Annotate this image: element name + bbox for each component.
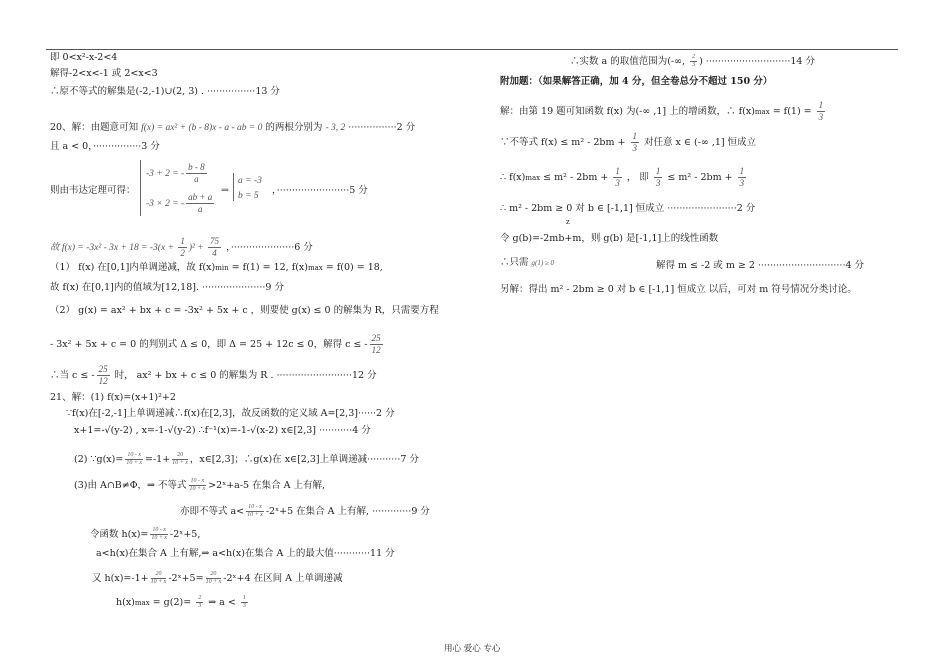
b1-den: 3 — [818, 112, 824, 122]
eqv-text-b: -2ˣ+5 在集合 A 上有解, ·············9 分 — [265, 506, 430, 517]
two3-num: 2 — [198, 595, 202, 601]
g-text-b: =-1+ — [145, 454, 171, 465]
vieta-score: ，························5 分 — [272, 185, 368, 196]
bonus-line2 — [500, 131, 756, 154]
eq2-num: ab + a — [188, 192, 213, 202]
range-text-a: ∴实数 a 的取值范围为(-∞, — [570, 56, 689, 67]
bonus-line6-lead — [500, 257, 554, 269]
bonus-line4: ∴ m² - 2bm ≥ 0 对 b ∈ [-1,1] 恒成立 ·······················2 分 — [500, 203, 756, 214]
b2-text-a: ∵不等式 f(x) ≤ m² - 2bm + — [500, 137, 629, 148]
b3-num2: 1 — [655, 166, 661, 176]
b3-num3: 1 — [739, 166, 745, 176]
b2-fraction — [631, 131, 640, 154]
g2-fraction — [172, 452, 188, 467]
hd-fraction2 — [206, 571, 222, 586]
eq1-num: b - 8 — [188, 162, 205, 172]
q21-part3 — [74, 478, 325, 493]
hmax-text-c: ⇒ a < — [205, 597, 239, 608]
system-brace — [140, 160, 142, 216]
b6-condition: g(1) ≥ 0 — [531, 259, 555, 267]
g2-num: 20 — [172, 452, 188, 460]
p1-text-c: = f(0) = 18, — [322, 262, 383, 273]
half-num: 1 — [180, 236, 185, 246]
line-solve: 解得-2<x<-1 或 2<x<3 — [50, 68, 158, 79]
q20-conclusion — [50, 364, 377, 387]
q20-range: 故 f(x) 在[0,1]内的值域为[12,18]. ·····················9 分 — [50, 282, 284, 293]
q21-final-range — [570, 54, 815, 69]
b1-num: 1 — [818, 100, 824, 110]
b6-text-a: ∴只需 — [500, 257, 529, 268]
page-footer: 用心 爱心 专心 — [444, 644, 501, 654]
g-den: 10 + x — [126, 460, 143, 466]
q20-discriminant — [50, 333, 385, 356]
q21-part1: 21、解：(1) f(x)=(x+1)²+2 — [50, 392, 176, 403]
eq1-lhs: -3 + 2 = - — [146, 169, 185, 179]
b2-den: 3 — [632, 143, 638, 153]
b1-max-sub: max — [754, 108, 770, 116]
f75-num: 75 — [210, 236, 220, 246]
range-num: 2 — [692, 54, 696, 60]
h-text-b: -2ˣ+5, — [170, 529, 201, 540]
p1-text-a: （1） f(x) 在[0,1]内单调递减，故 f(x) — [50, 262, 216, 273]
q20-equation: f(x) = ax² + (b - 8)x - a - ab = 0 — [141, 123, 263, 133]
hd-fraction1 — [151, 571, 167, 586]
range-text-b: ) ····························14 分 — [699, 56, 815, 67]
g-text-c: ，x∈[2,3]；∴g(x)在 x∈[2,3]上单调递减···········7 分 — [189, 454, 419, 465]
hd2-den: 10 + x — [205, 579, 222, 585]
f25b-fraction — [97, 364, 110, 387]
half-fraction — [178, 236, 187, 259]
b2-num: 1 — [632, 131, 638, 141]
eq1-den: a — [194, 174, 199, 184]
concl-text-b: 时， ax² + bx + c ≤ 0 的解集为 R . ·························12 分 — [111, 370, 377, 381]
fx-part1: 故 f(x) = -3x² - 3x + 18 = -3(x + — [50, 243, 177, 253]
p1-max-sub: max — [307, 264, 323, 272]
q20-fx — [50, 236, 313, 259]
system-eq1 — [146, 162, 209, 185]
f25-den: 12 — [371, 345, 381, 355]
b3-max-sub: max — [525, 174, 541, 182]
q21-h-max — [116, 595, 250, 610]
b1-fraction — [817, 100, 826, 123]
p3-num: 10 - x — [190, 478, 205, 484]
system-eq2 — [146, 192, 216, 215]
f25-fraction — [370, 333, 383, 356]
g2-den: 10 + x — [172, 460, 188, 466]
f25-num: 25 — [371, 333, 381, 343]
concl-text-a: ∴当 c ≤ - — [50, 370, 95, 381]
q21-h-def — [90, 527, 200, 542]
f25b-den: 12 — [98, 376, 108, 386]
q21-h-decreasing — [92, 571, 343, 586]
bonus-line6-result: 解得 m ≤ -2 或 m ≥ 2 ·····························4 分 — [656, 260, 865, 271]
bonus-line3 — [500, 166, 748, 189]
b3-den2: 3 — [655, 178, 661, 188]
hd1-num: 20 — [151, 571, 167, 579]
h-text-a: 令函数 h(x)= — [90, 529, 149, 540]
hd-text-b: -2ˣ+5= — [168, 573, 204, 584]
b3-den1: 3 — [615, 178, 620, 188]
p3-text-b: >2ˣ+a-5 在集合 A 上有解, — [208, 480, 326, 491]
eqv-fraction — [246, 504, 264, 519]
eq1-fraction — [186, 162, 207, 185]
q21-equivalent — [180, 504, 430, 519]
stray-mark: z — [566, 218, 570, 226]
b3-num1: 1 — [615, 166, 620, 176]
q20-roots: - 3, 2 — [325, 123, 346, 133]
eq2-lhs: -3 × 2 = - — [146, 199, 185, 209]
eq2-fraction — [186, 192, 214, 215]
f25b-num: 25 — [98, 364, 108, 374]
result-b: b = 5 — [238, 191, 259, 201]
p3-text-a: (3)由 A∩B≠Φ，⇒ 不等式 — [74, 480, 187, 491]
h-num: 10 - x — [152, 527, 167, 533]
h-fraction — [150, 527, 168, 542]
p1-text-b: = f(1) = 12, f(x) — [228, 262, 308, 273]
eqv-text-a: 亦即不等式 a< — [180, 506, 245, 517]
b3-fraction3 — [738, 166, 747, 189]
range-den: 3 — [692, 62, 696, 68]
q20-text: 20、解：由题意可知 — [50, 122, 139, 133]
g-text-a: (2) ∵g(x)= — [74, 454, 124, 465]
q20-intro — [50, 122, 415, 134]
eqv-num: 10 - x — [248, 504, 262, 510]
hd-text-c: -2ˣ+4 在区间 A 上单调递减 — [223, 573, 343, 584]
disc-text: - 3x² + 5x + c = 0 的判别式 Δ ≤ 0，即 Δ = 25 + 12c ≤ 0，解得 c ≤ - — [50, 339, 368, 350]
bonus-alt-solution: 另解：得出 m² - 2bm ≥ 0 对 b ∈ [-1,1] 恒成立 以后，可对 m 符号情况分类讨论。 — [500, 284, 857, 295]
line-inequality: 即 0<x²-x-2<4 — [50, 52, 118, 63]
b1-text-a: 解：由第 19 题可知函数 f(x) 为(-∞ ,1] 上的增函数，∴ f(x) — [500, 106, 755, 117]
f75-den: 4 — [212, 248, 217, 258]
q21-inverse: x+1=-√(y-2) , x=-1-√(y-2) ∴f⁻¹(x)=-1-√(x-2) x∈[2,3] ···········4 分 — [74, 425, 371, 436]
q21-decreasing: ∵f(x)在[-2,-1]上单调递减∴f(x)在[2,3]，故反函数的定义域 A=[2,3]······2 分 — [66, 408, 395, 419]
q20-vieta-lead: 则由韦达定理可得： — [50, 185, 136, 196]
hd2-num: 20 — [206, 571, 222, 579]
b3-text-d: ≤ m² - 2bm + — [664, 172, 736, 183]
hmax-sub: max — [134, 599, 150, 607]
b1-text-b: = f(1) = — [769, 106, 815, 117]
p3-den: 10 + x — [189, 486, 206, 492]
g-num: 10 - x — [127, 452, 142, 458]
result-a: a = -3 — [238, 176, 262, 186]
one3-num: 1 — [242, 595, 246, 601]
b3-text-b: ≤ m² - 2bm + — [540, 172, 612, 183]
bonus-heading: 附加题：（如果解答正确，加 4 分，但全卷总分不超过 150 分） — [500, 76, 773, 87]
b3-text-c: ， 即 — [623, 172, 652, 183]
fx-part2: )² + — [188, 243, 207, 253]
p1-min-sub: min — [215, 264, 229, 272]
result-brace — [233, 173, 235, 201]
hmax-text-b: = g(2)= — [149, 597, 195, 608]
line-solution-set: ∴原不等式的解集是(-2,-1)∪(2, 3) . ················13 分 — [50, 86, 280, 97]
eq2-den: a — [197, 204, 203, 214]
half-den: 2 — [180, 248, 185, 258]
two3-den: 3 — [198, 603, 202, 609]
eqv-den: 10 + x — [247, 512, 263, 518]
two-thirds-fraction — [196, 595, 203, 610]
implies-arrow: ⇒ — [221, 186, 229, 196]
q21-part2 — [74, 452, 419, 467]
bonus-line5: 令 g(b)=-2mb+m，则 g(b) 是[-1,1]上的线性函数 — [500, 233, 719, 244]
bonus-line1 — [500, 100, 827, 123]
range-fraction — [690, 54, 697, 69]
g-fraction — [125, 452, 143, 467]
hd1-den: 10 + x — [150, 579, 167, 585]
q20-a-negative: 且 a < 0，················3 分 — [50, 141, 160, 152]
header-rule — [46, 49, 898, 50]
b3-den3: 3 — [739, 178, 745, 188]
f75-fraction — [208, 236, 221, 259]
q20-part2: （2） g(x) = ax² + bx + c = -3x² + 5x + c ，则要使 g(x) ≤ 0 的解集为 R，只需要方程 — [50, 305, 439, 316]
hmax-text-a: h(x) — [116, 597, 135, 608]
h-den: 10 + x — [151, 535, 168, 541]
q20-text2: 的两根分别为 — [265, 122, 323, 133]
b3-text-a: ∴ f(x) — [500, 172, 526, 183]
b2-text-b: 对任意 x ∈ (-∞ ,1] 恒成立 — [641, 137, 757, 148]
q20-part1 — [50, 262, 383, 274]
p3-fraction — [189, 478, 207, 493]
b3-fraction1 — [613, 166, 622, 189]
one-third-fraction — [241, 595, 248, 610]
b3-fraction2 — [654, 166, 663, 189]
hd-text-a: 又 h(x)=-1+ — [92, 573, 149, 584]
q21-has-solution: a<h(x)在集合 A 上有解,⇒ a<h(x)在集合 A 上的最大值············11 分 — [96, 548, 395, 559]
q20-score: ················2 分 — [348, 122, 416, 133]
one3-den: 3 — [242, 603, 246, 609]
fx-score: ，·····················6 分 — [223, 242, 313, 253]
